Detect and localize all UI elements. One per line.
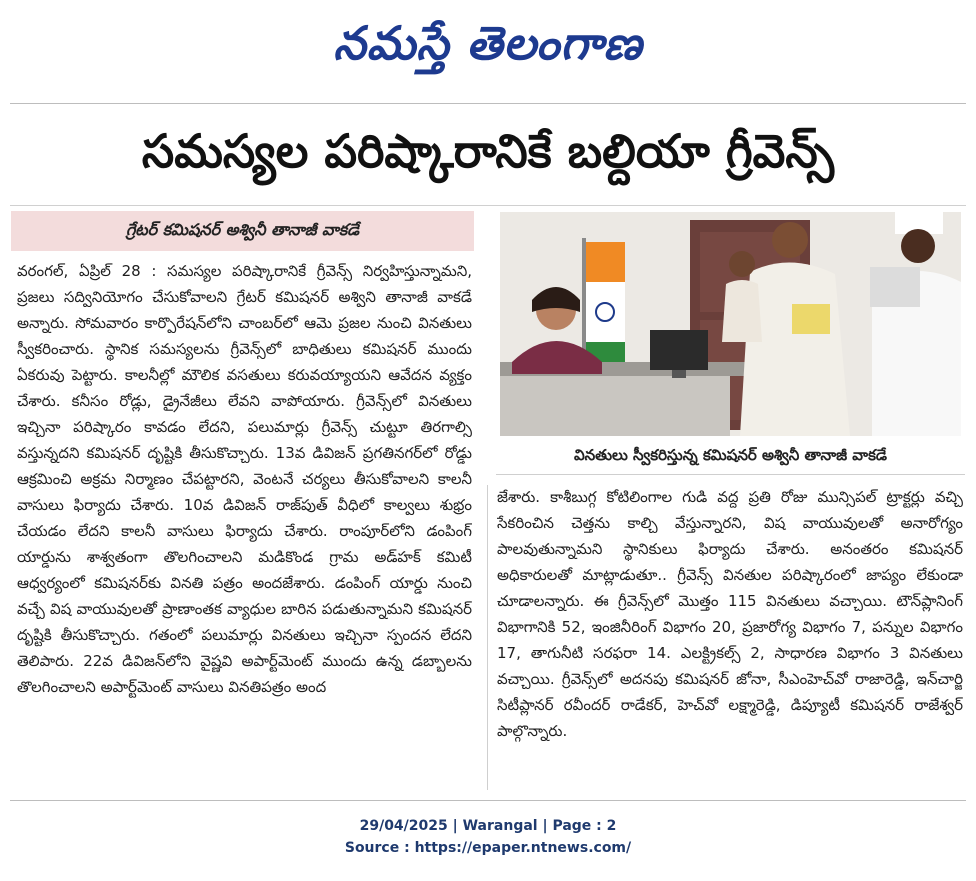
news-photo (500, 212, 961, 436)
newspaper-logo: నమస్తే తెలంగాణ (333, 16, 643, 70)
commissioner-office-photo (500, 212, 961, 436)
masthead (0, 0, 976, 98)
article-column-2 (497, 484, 963, 789)
photo-caption: వినతులు స్వీకరిస్తున్న కమిషనర్ అశ్వినీ తానాజీ వాకడే (496, 440, 965, 475)
subheadline: గ్రేటర్ కమిషనర్ అశ్వినీ తానాజీ వాకడే (11, 211, 474, 251)
source-link[interactable]: Source : https://epaper.ntnews.com/ (344, 840, 632, 856)
footer (0, 815, 976, 859)
divider (10, 205, 966, 206)
article-text-column-1: వరంగల్, ఏప్రిల్ 28 : సమస్యల పరిష్కారానికే గ్రీవెన్స్ నిర్వహిస్తున్నామని, ప్రజలు సద్వినియోగం చేసుకోవాలని గ్రేటర్ కమిషనర్ అశ్విని తానాజీ వాకడే అన్నారు. సోమవారం కార్పొరేషన్‌లోని చాంబర్‌లో ఆమె ప్రజల నుంచి వినతులు స్వీకరించారు. స్థానిక సమస్యలను గ్రీవెన్స్‌లో బాధితులు కమిషనర్ ముందు ఏకరువు పెట్టారు. కాలనీల్లో మౌలిక వసతులు కరువయ్యాయని ఆవేదన వ్యక్తం చేశారు. కనీసం రోడ్లు, డ్రైనేజీలు లేవని వాపోయారు. గ్రీవెన్స్‌లో వినతులు ఇచ్చినా పరిష్కారం కావడం లేదని, పలుమార్లు గ్రీవెన్స్ చుట్టూ తిరగాల్సి వస్తున్నదని కమిషనర్ దృష్టికి తీసుకొచ్చారు. 13వ డివిజన్ ప్రగతినగర్‌లో రోడ్డు ఆక్రమించి అక్రమ నిర్మాణం చేపట్టారని, వెంటనే చర్యలు తీసుకోవాలని కాలనీ వాసులు ఫిర్యాదు చేశారు. 10వ డివిజన్ రాజ్‌పుత్ వీధిలో కాల్వలు శుభ్రం చేయడం లేదని కాలనీ వాసులు ఫిర్యాదు చేశారు. రాంపూర్‌లోని డంపింగ్ యార్డును శాశ్వతంగా తొలగించాలని మడికొండ గ్రామ అడ్‌హక్ కమిటీ ఆధ్వర్యంలో కమిషనర్‌కు వినతి పత్రం అందజేశారు. డంపింగ్ యార్డు నుంచి వచ్చే విష వాయువులతో ప్రాణాంతక వ్యాధుల బారిన పడుతున్నామని కమిషనర్ దృష్టికి తీసుకొచ్చారు. గతంలో పలుమార్లు వినతులు ఇచ్చినా స్పందన లేదని తెలిపారు. 22వ డివిజన్‌లోని వైష్ణవి అపార్ట్‌మెంట్ ముందు ఉన్న డబ్బాలను తొలగించాలని అపార్ట్‌మెంట్ వాసులు వినతిపత్రం అంద (17, 262, 472, 696)
article-text-column-2: జేశారు. కాశీబుగ్గ కోటిలింగాల గుడి వద్ద ప్రతి రోజు మున్సిపల్ ట్రాక్టర్లు వచ్చి సేకరించిన చెత్తను కాల్చి వేస్తున్నారని, విష వాయువులతో అనారోగ్యం పాలవుతున్నామని స్థానికులు ఫిర్యాదు చేశారు. అనంతరం కమిషనర్ అధికారులతో మాట్లాడుతూ.. గ్రీవెన్స్ వినతుల పరిష్కారంలో జాప్యం లేకుండా చూడాలన్నారు. ఈ గ్రీవెన్స్‌లో మొత్తం 115 వినతులు వచ్చాయి. టౌన్‌ప్లానింగ్ విభాగానికి 52, ఇంజినీరింగ్ విభాగం 20, ప్రజారోగ్య విభాగం 7, పన్నుల విభాగం 17, తాగునీటి సరఫరా 14. ఎలక్ట్రికల్స్ 2, సాధారణ విభాగం 3 వినతులు వచ్చాయి. గ్రీవెన్స్‌లో అదనపు కమిషనర్ జోనా, సీఎంహెచ్‌వో రాజారెడ్డి, ఇన్‌చార్జి సిటీప్లానర్ రవీందర్ రాడేకర్, హెచ్‌వో లక్ష్మారెడ్డి, డిప్యూటీ కమిషనర్ రాజేశ్వర్ పాల్గొన్నారు. (497, 488, 963, 740)
dateline: 29/04/2025 | Warangal | Page : 2 (359, 818, 617, 834)
divider (10, 103, 966, 104)
divider (10, 800, 966, 801)
column-divider (487, 485, 488, 790)
headline: సమస్యల పరిష్కారానికే బల్దియా గ్రీవెన్స్ (141, 124, 835, 178)
article-column-1 (17, 258, 472, 788)
